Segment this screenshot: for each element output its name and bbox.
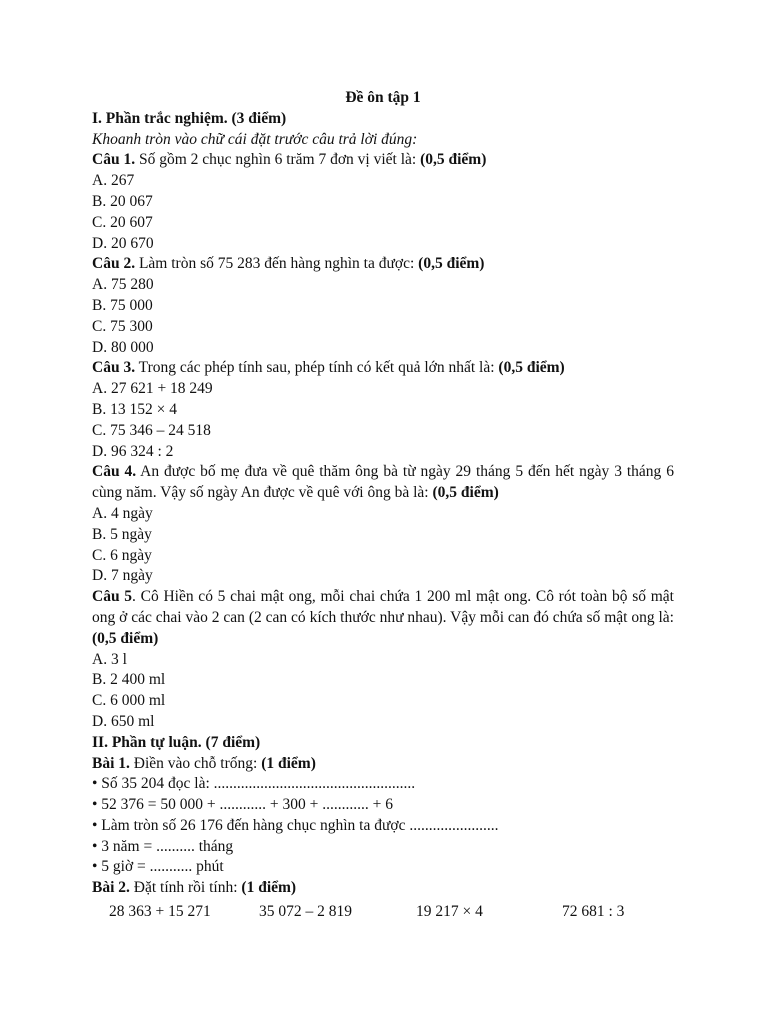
calculation-2: 35 072 – 2 819: [259, 903, 352, 921]
option-d[interactable]: D. 96 324 : 2: [92, 442, 174, 460]
part1-instruction: Khoanh tròn vào chữ cái đặt trước câu trả lời đúng:: [92, 130, 418, 148]
option-c[interactable]: C. 6 ngày: [92, 546, 152, 564]
option-b[interactable]: B. 13 152 × 4: [92, 400, 177, 418]
option-c[interactable]: C. 6 000 ml: [92, 692, 166, 710]
fill-blank-item[interactable]: • 3 năm = .......... tháng: [92, 837, 234, 855]
question-points: (0,5 điểm): [92, 629, 159, 647]
calculation-1: 28 363 + 15 271: [109, 903, 211, 921]
option-d[interactable]: D. 7 ngày: [92, 567, 153, 585]
option-b[interactable]: B. 75 000: [92, 296, 153, 314]
question-points: (0,5 điểm): [418, 255, 485, 273]
question-text: Số gồm 2 chục nghìn 6 trăm 7 đơn vị viết là:: [135, 151, 421, 169]
option-b[interactable]: B. 2 400 ml: [92, 671, 166, 689]
fill-blank-item[interactable]: • 5 giờ = ........... phút: [92, 858, 224, 876]
question-5: [92, 587, 674, 649]
exercise-points: (1 điểm): [261, 754, 316, 772]
option-b[interactable]: B. 20 067: [92, 192, 153, 210]
fill-blank-item[interactable]: • Số 35 204 đọc là: ....................................................: [92, 775, 416, 793]
option-a[interactable]: A. 267: [92, 172, 135, 190]
question-text: An được bố mẹ đưa về quê thăm ông bà từ ngày 29 tháng 5 đến hết ngày 3 tháng 6 cùng năm. Vậy số ngày An được về quê với ông bà là:: [92, 463, 674, 502]
exercise-text: Đặt tính rồi tính:: [129, 879, 242, 897]
question-label: Câu 1.: [92, 151, 136, 169]
question-2: [92, 254, 674, 275]
exercise-2: [92, 878, 674, 899]
question-text: Trong các phép tính sau, phép tính có kết quả lớn nhất là:: [135, 359, 499, 377]
option-d[interactable]: D. 80 000: [92, 338, 154, 356]
question-text: Làm tròn số 75 283 đến hàng nghìn ta được:: [135, 255, 419, 273]
fill-blank-item[interactable]: • Làm tròn số 26 176 đến hàng chục nghìn ta được .......................: [92, 816, 499, 834]
exercise-text: Điền vào chỗ trống:: [129, 754, 262, 772]
calculation-row: [92, 901, 674, 923]
exercise-label: Bài 2.: [92, 879, 130, 897]
option-b[interactable]: B. 5 ngày: [92, 525, 152, 543]
page-title: Đề ôn tập 1: [345, 89, 421, 106]
option-a[interactable]: A. 75 280: [92, 276, 154, 294]
question-label: Câu 3.: [92, 359, 136, 377]
calculation-4: 72 681 : 3: [562, 903, 625, 921]
option-a[interactable]: A. 3 l: [92, 650, 127, 668]
part1-heading: I. Phần trắc nghiệm. (3 điểm): [92, 109, 287, 127]
exercise-points: (1 điểm): [241, 879, 297, 897]
question-points: (0,5 điểm): [498, 359, 565, 377]
question-1: [92, 150, 674, 171]
exercise-1: [92, 754, 674, 775]
option-d[interactable]: D. 650 ml: [92, 712, 155, 730]
option-a[interactable]: A. 4 ngày: [92, 504, 153, 522]
question-3: [92, 358, 674, 379]
question-text: . Cô Hiền có 5 chai mật ong, mỗi chai chứa 1 200 ml mật ong. Cô rót toàn bộ số mật ong ở các chai vào 2 can (2 can có kích thước như nhau). Vậy mỗi can đó chứa số mật ong là:: [92, 588, 674, 626]
question-points: (0,5 điểm): [432, 484, 499, 502]
option-c[interactable]: C. 75 346 – 24 518: [92, 421, 211, 439]
option-c[interactable]: C. 75 300: [92, 317, 153, 335]
calculation-3: 19 217 × 4: [416, 903, 483, 921]
part2-heading: II. Phần tự luận. (7 điểm): [92, 733, 261, 751]
question-4: [92, 462, 674, 504]
question-label: Câu 2.: [92, 255, 136, 273]
question-points: (0,5 điểm): [420, 151, 487, 169]
document-body: [92, 88, 674, 923]
exercise-label: Bài 1.: [92, 754, 130, 772]
question-label: Câu 4.: [92, 463, 137, 481]
question-label: Câu 5: [92, 588, 133, 606]
fill-blank-item[interactable]: • 52 376 = 50 000 + ............ + 300 + ............ + 6: [92, 796, 394, 814]
option-a[interactable]: A. 27 621 + 18 249: [92, 380, 213, 398]
option-c[interactable]: C. 20 607: [92, 213, 153, 231]
option-d[interactable]: D. 20 670: [92, 234, 154, 252]
